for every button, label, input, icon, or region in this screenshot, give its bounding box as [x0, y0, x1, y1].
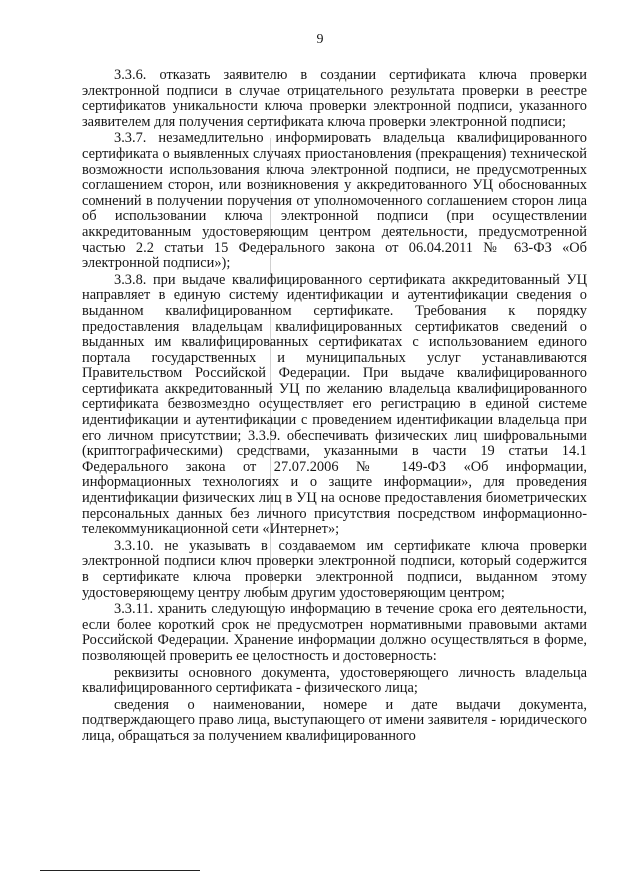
page-number: 9 [316, 32, 324, 47]
paragraph-3-3-6: 3.3.6. отказать заявителю в создании сертификата ключа проверки электронной подписи в случае отрицательного результата проверки в реестре сертификатов уникальности ключа проверки электронной подписи, указанного заявителем для получения сертификата ключа проверки электронной подписи; [82, 67, 587, 130]
document-body [82, 68, 587, 745]
paragraph-requisites: реквизиты основного документа, удостоверяющего личность владельца квалифицированного сертификата - физического лица; [82, 664, 587, 697]
paragraph-3-3-11: 3.3.11. хранить следующую информацию в течение срока его деятельности, если более короткий срок не предусмотрен нормативными правовыми актами Российской Федерации. Хранение информации должно осуществляться в форме, позволяющей проверить ее целостность и достоверность: [82, 601, 587, 664]
paragraph-3-3-7: 3.3.7. незамедлительно информировать владельца квалифицированного сертификата о выявленных случаях приостановления (прекращения) технической возможности использования ключа электронной подписи, не предусмотренных соглашением сторон, или возникновения у аккредитованного УЦ обоснованных сомнений в получении поручения от уполномоченного соглашением сторон лица об использовании ключа электронной подписи (при осуществлении аккредитованным удостоверяющим центром деятельности, предусмотренной частью 2.2 статьи 15 Федерального закона от 06.04.2011 № 63-ФЗ «Об электронной подписи»); [82, 130, 587, 272]
paragraph-3-3-10: 3.3.10. не указывать в создаваемом им сертификате ключа проверки электронной подписи ключ проверки электронной подписи, который содержится в сертификате ключа проверки электронной подписи, выданном этому удостоверяющему центру любым другим удостоверяющим центром; [82, 537, 587, 601]
paragraph-3-3-8: 3.3.8. при выдаче квалифицированного сертификата аккредитованный УЦ направляет в единую систему идентификации и аутентификации сведения о выданном квалифицированном сертификате. Требования к порядку предоставления владельцам квалифицированных сертификатов сведений о выданных им квалифицированных сертификатах с использованием единого портала государственных и муниципальных услуг устанавливаются Правительством Российской Федерации. При выдаче квалифицированного сертификата аккредитованный УЦ по желанию владельца квалифицированного сертификата безвозмездно осуществляет его регистрацию в единой системе идентификации и аутентификации с проведением идентификации владельца при его личном присутствии; 3.3.9. обеспечивать физических лиц шифровальными (криптографическими) средствами, указанными в части 19 статьи 14.1 Федерального закона от 27.07.2006 № 149-ФЗ «Об информации, информационных технологиях и о защите информации», для проведения идентификации физических лиц в УЦ на основе предоставления биометрических персональных данных без личного присутствия посредством информационно-телекоммуникационной сети «Интернет»; [82, 271, 587, 538]
paragraph-information: сведения о наименовании, номере и дате выдачи документа, подтверждающего право лица, выступающего от имени заявителя - юридического лица, обращаться за получением квалифицированного [82, 696, 587, 744]
footnote-divider [40, 870, 200, 871]
